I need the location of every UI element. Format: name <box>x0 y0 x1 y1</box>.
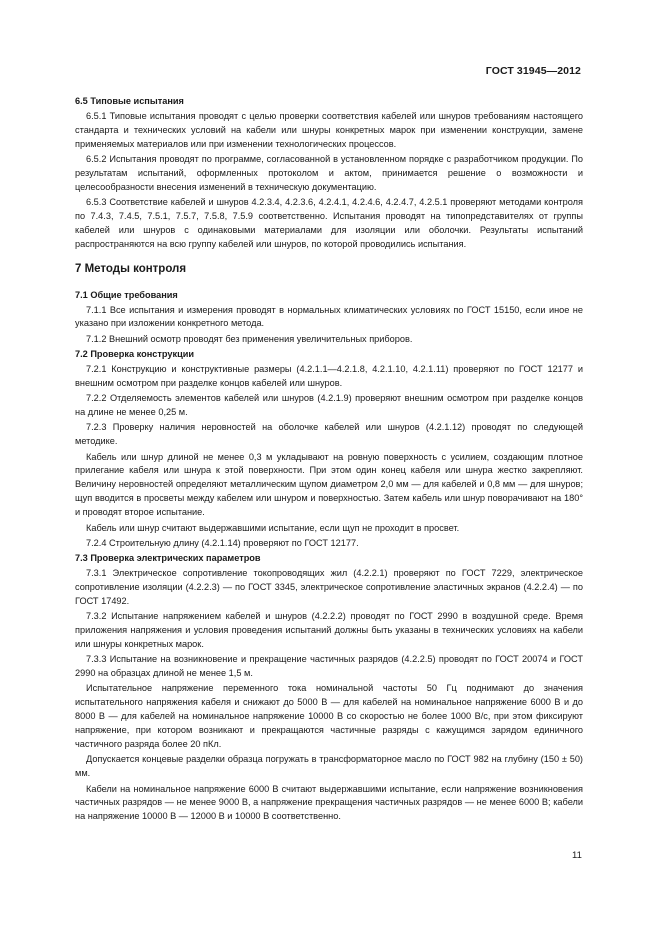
paragraph: 6.5.1 Типовые испытания проводят с целью проверки соответствия кабелей или шнуров требованиям настоящего стандарта и технических условий на кабели или шнуры конкретных марок при изменении конструкции, замене применяемых материалов или при изменении технологических процессов. <box>75 110 583 149</box>
paragraph: 6.5.3 Соответствие кабелей и шнуров 4.2.3.4, 4.2.3.6, 4.2.4.1, 4.2.4.6, 4.2.4.7, 4.2.5.1 проверяют методами контроля по 7.4.3, 7.4.5, 7.5.1, 7.5.7, 7.5.8, 7.5.9 соответственно. Испытания проводят на типопредставителях от группы кабелей или шнуров с одинаковыми материалами для изоляции или оболочки. Результаты испытаний распространяются на всю группу кабелей или шнуров, по которой проводились испытания. <box>75 197 583 249</box>
paragraph: Допускается концевые разделки образца погружать в трансформаторное масло по ГОСТ 982 на глубину (150 ± 50) мм. <box>75 754 583 779</box>
paragraph: Кабель или шнур длиной не менее 0,3 м укладывают на ровную поверхность с усилием, создающим плотное прилегание кабеля или шнура к этой поверхности. При этом один конец кабеля или шнура жестко закрепляют. Величину неровностей определяют металлическим щупом диаметром 2,0 мм — для кабелей и 0,8 мм — для шнуров; щуп вводится в просветы между кабелем или шнуром и поверхностью. Затем кабель или шнур поворачивают на 180° и проводят второе испытание. <box>75 451 583 518</box>
paragraph: 7.2.1 Конструкцию и конструктивные размеры (4.2.1.1—4.2.1.8, 4.2.1.10, 4.2.1.11) проверяют по ГОСТ 12177 и внешним осмотром при разделке концов кабелей или шнуров. <box>75 363 583 388</box>
page-number: 11 <box>572 850 582 861</box>
paragraph: 7.3.1 Электрическое сопротивление токопроводящих жил (4.2.2.1) проверяют по ГОСТ 7229, электрическое сопротивление изоляции (4.2.2.3) — по ГОСТ 3345, электрическое сопротивление эластичных экранов (4.2.2.4) — по ГОСТ 17492. <box>75 568 583 606</box>
paragraph: 7.2.2 Отделяемость элементов кабелей или шнуров (4.2.1.9) проверяют внешним осмотром при разделке концов на длине не менее 0,25 м. <box>75 393 583 418</box>
document-body <box>75 95 583 826</box>
paragraph: Кабели на номинальное напряжение 6000 В считают выдержавшими испытание, если напряжение возникновения частичных разрядов — не менее 9000 В, а напряжение прекращения частичных разрядов — не менее 6000 В; кабели на напряжение 10000 В — 12000 В и 10000 В соответственно. <box>75 783 583 822</box>
section-heading: 7 Методы контроля <box>75 262 187 275</box>
paragraph: 7.2.4 Строительную длину (4.2.1.14) проверяют по ГОСТ 12177. <box>86 537 359 548</box>
paragraph: 6.5.2 Испытания проводят по программе, согласованной в установленном порядке с разработчиком продукции. По результатам испытаний, оформленных протоколом и актом, принимается решение о возможности и целесообразности внесения изменений в техническую документацию. <box>75 154 583 192</box>
subsection-heading: 7.3 Проверка электрических параметров <box>75 553 261 564</box>
paragraph: 7.3.3 Испытание на возникновение и прекращение частичных разрядов (4.2.2.5) проводят по ГОСТ 20074 и ГОСТ 2990 на образцах длиной не менее 1,5 м. <box>75 654 583 679</box>
paragraph: 7.1.2 Внешний осмотр проводят без применения увеличительных приборов. <box>86 333 413 344</box>
subsection-heading: 7.1 Общие требования <box>75 289 178 300</box>
subsection-heading: 6.5 Типовые испытания <box>75 96 184 106</box>
paragraph: Испытательное напряжение переменного тока номинальной частоты 50 Гц поднимают до значения испытательного напряжения кабеля и снижают до 5000 В — для кабелей на номинальное напряжение 6000 В и до 8000 В — для кабелей на номинальное напряжение 10000 В со скоростью не более 1000 В/с, при этом фиксируют напряжение, при котором возникают и прекращаются частичные разряды с кажущимся зарядом единичного частичного разряда более 20 пКл. <box>75 683 583 750</box>
paragraph: 7.1.1 Все испытания и измерения проводят в нормальных климатических условиях по ГОСТ 15150, если иное не указано при изложении конкретного метода. <box>75 304 583 329</box>
paragraph: 7.3.2 Испытание напряжением кабелей и шнуров (4.2.2.2) проводят по ГОСТ 2990 в воздушной среде. Время приложения напряжения и условия проведения испытаний должны быть указаны в технических условиях на кабели или шнуры конкретных марок. <box>75 611 583 649</box>
subsection-heading: 7.2 Проверка конструкции <box>75 349 195 360</box>
paragraph: 7.2.3 Проверку наличия неровностей на оболочке кабелей или шнуров (4.2.1.12) проводят по следующей методике. <box>75 422 583 447</box>
document-header: ГОСТ 31945—2012 <box>485 65 581 77</box>
paragraph: Кабель или шнур считают выдержавшими испытание, если щуп не проходит в просвет. <box>86 522 460 533</box>
